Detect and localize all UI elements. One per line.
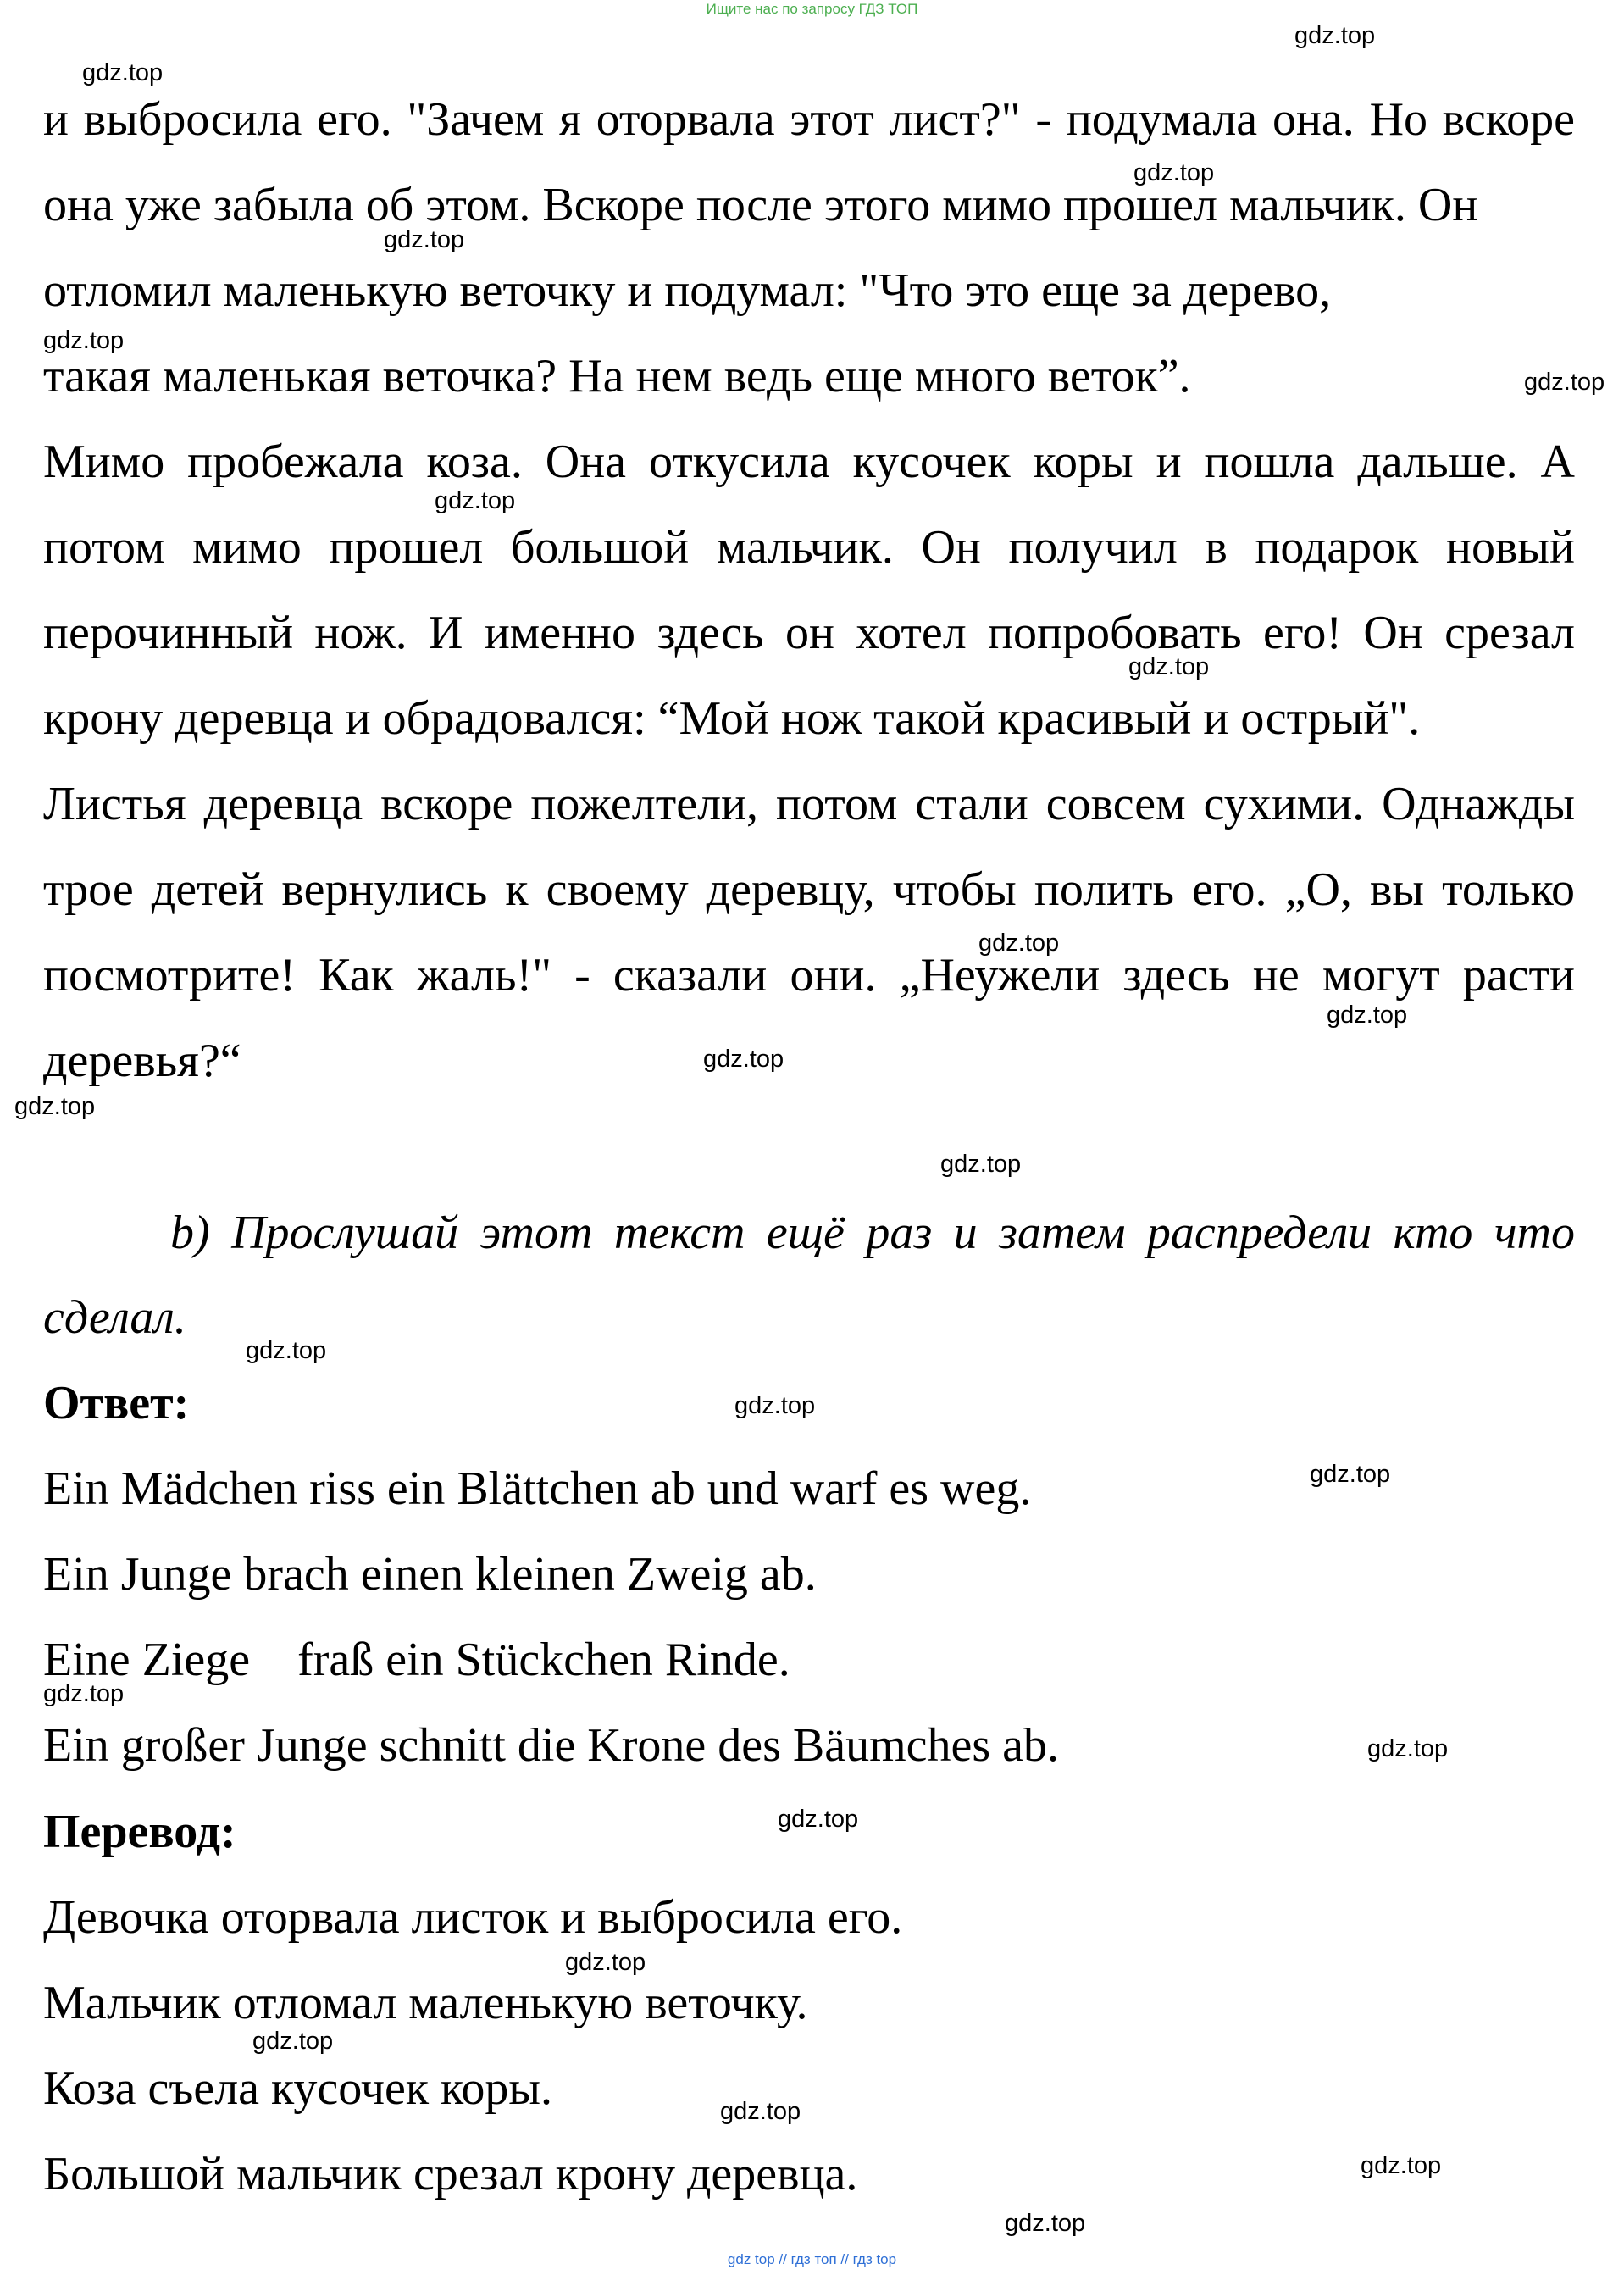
story-line: она уже забыла об этом. Вскоре после этого мимо прошел мальчик. Он (43, 179, 1478, 231)
watermark: gdz.top (1361, 2152, 1442, 2179)
watermark: gdz.top (435, 487, 516, 514)
story-line: крону деревца и обрадовался: “Мой нож такой красивый и острый". (43, 692, 1421, 745)
watermark: gdz.top (1294, 22, 1376, 49)
translation-line: Большой мальчик срезал крону деревца. (43, 2148, 858, 2200)
watermark: gdz.top (43, 1680, 125, 1707)
watermark: gdz.top (978, 929, 1060, 957)
translation-heading: Перевод: (43, 1806, 236, 1858)
answer-line: Ein großer Junge schnitt die Krone des Bäumches ab. (43, 1719, 1060, 1772)
watermark: gdz.top (252, 2028, 334, 2055)
task-instruction-cont: сделал. (43, 1291, 186, 1344)
watermark: gdz.top (82, 59, 164, 86)
watermark: gdz.top (43, 327, 125, 354)
watermark: gdz.top (1005, 2210, 1086, 2237)
answer-line: Ein Mädchen riss ein Blättchen ab und warf es weg. (43, 1462, 1032, 1515)
watermark: gdz.top (703, 1046, 784, 1073)
watermark: gdz.top (384, 226, 465, 253)
watermark: gdz.top (1310, 1461, 1391, 1488)
story-line: Мимо пробежала коза. Она откусила кусочек коры и пошла дальше. А (43, 436, 1575, 488)
answer-line: Eine Ziege fraß ein Stückchen Rinde. (43, 1634, 790, 1686)
story-line: деревья?“ (43, 1035, 241, 1087)
watermark: gdz.top (14, 1093, 96, 1120)
watermark: gdz.top (565, 1949, 646, 1976)
watermark: gdz.top (1367, 1735, 1449, 1762)
story-line: посмотрите! Как жаль!" - сказали они. „Неужели здесь не могут расти (43, 949, 1575, 1002)
watermark: gdz.top (1327, 1002, 1408, 1029)
answer-line: Ein Junge brach einen kleinen Zweig ab. (43, 1548, 817, 1601)
watermark: gdz.top (778, 1806, 859, 1833)
story-line: Листья деревца вскоре пожелтели, потом стали совсем сухими. Однажды (43, 778, 1575, 830)
watermark: gdz.top (720, 2098, 801, 2125)
watermark: gdz.top (246, 1337, 327, 1364)
story-line: отломил маленькую веточку и подумал: "Что это еще за дерево, (43, 264, 1332, 317)
watermark: gdz.top (1524, 369, 1605, 396)
story-line: и выбросила его. "Зачем я оторвала этот лист?" - подумала она. Но вскоре (43, 93, 1575, 146)
story-line: потом мимо прошел большой мальчик. Он получил в подарок новый (43, 521, 1575, 574)
task-instruction: b) Прослушай этот текст ещё раз и затем распредели кто что (170, 1207, 1575, 1259)
watermark: gdz.top (1133, 159, 1215, 186)
translation-line: Коза съела кусочек коры. (43, 2062, 553, 2115)
translation-line: Мальчик отломал маленькую веточку. (43, 1977, 808, 2029)
answer-heading: Ответ: (43, 1377, 190, 1429)
story-line: перочинный нож. И именно здесь он хотел попробовать его! Он срезал (43, 607, 1575, 659)
bottom-banner: gdz top // гдз топ // гдз top (727, 2251, 897, 2267)
story-line: трое детей вернулись к своему деревцу, чтобы полить его. „О, вы только (43, 863, 1575, 916)
watermark: gdz.top (940, 1151, 1022, 1178)
top-banner: Ищите нас по запросу ГДЗ ТОП (706, 1, 918, 17)
translation-line: Девочка оторвала листок и выбросила его. (43, 1891, 903, 1944)
watermark: gdz.top (734, 1392, 816, 1419)
watermark: gdz.top (1128, 653, 1210, 680)
story-line: такая маленькая веточка? На нем ведь еще много веток”. (43, 350, 1191, 402)
